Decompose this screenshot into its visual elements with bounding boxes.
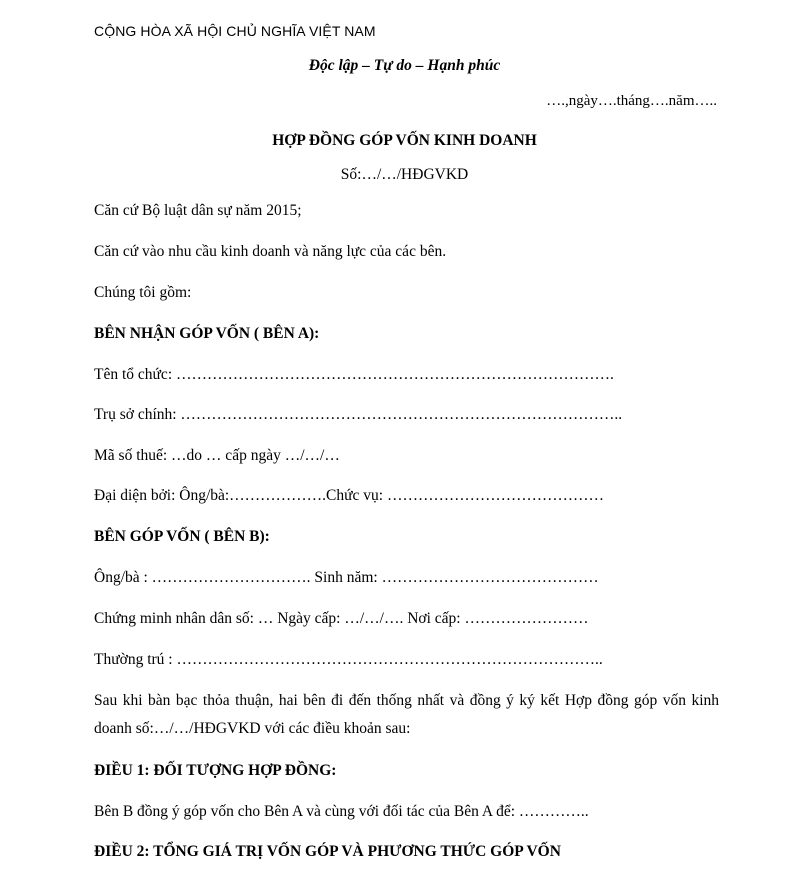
national-motto: Độc lập – Tự do – Hạnh phúc [308, 57, 501, 74]
party-b-id-card: Chứng minh nhân dân số: … Ngày cấp: …/…/…. Nơi cấp: …………………… [94, 610, 589, 627]
article-1-body: Bên B đồng ý góp vốn cho Bên A và cùng với đối tác của Bên A để: ………….. [94, 803, 589, 820]
contract-title: HỢP ĐỒNG GÓP VỐN KINH DOANH [272, 132, 537, 149]
article-1-heading: ĐIỀU 1: ĐỐI TƯỢNG HỢP ĐỒNG: [94, 762, 337, 779]
nation-header: CỘNG HÒA XÃ HỘI CHỦ NGHĨA VIỆT NAM [94, 23, 376, 39]
party-b-heading: BÊN GÓP VỐN ( BÊN B): [94, 528, 270, 545]
party-a-org-name: Tên tổ chức: …………………………………………………………………………. [94, 366, 614, 383]
legal-basis-2: Căn cứ vào nhu cầu kinh doanh và năng lực của các bên. [94, 243, 447, 260]
date-line: ….,ngày….tháng….năm….. [546, 93, 717, 109]
legal-basis-1: Căn cứ Bộ luật dân sự năm 2015; [94, 202, 302, 219]
party-b-name: Ông/bà : …………………………. Sinh năm: …………………………………… [94, 569, 599, 586]
we-include: Chúng tôi gồm: [94, 284, 192, 301]
party-a-tax-code: Mã số thuế: …do … cấp ngày …/…/… [94, 447, 340, 464]
party-a-heading: BÊN NHẬN GÓP VỐN ( BÊN A): [94, 325, 320, 342]
party-b-residence: Thường trú : ……………………………………………………………………….. [94, 651, 603, 668]
party-a-head-office: Trụ sở chính: ………………………………………………………………………….. [94, 406, 623, 423]
contract-number: Số:…/…/HĐGVKD [340, 166, 469, 183]
agreement-paragraph: Sau khi bàn bạc thỏa thuận, hai bên đi đến thống nhất và đồng ý ký kết Hợp đồng góp vốn kinh doanh số:…/…/HĐGVKD với các điều khoản sau: [94, 692, 719, 737]
article-2-heading: ĐIỀU 2: TỔNG GIÁ TRỊ VỐN GÓP VÀ PHƯƠNG THỨC GÓP VỐN [94, 843, 561, 860]
party-a-representative: Đại diện bởi: Ông/bà:……………….Chức vụ: …………………………………… [94, 487, 604, 504]
